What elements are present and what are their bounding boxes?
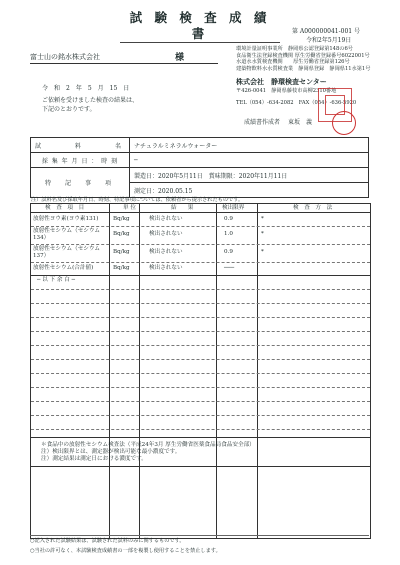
empty-row-line [31, 373, 370, 374]
result-unit: Bq/kg [113, 249, 130, 255]
result-item: 放射性セシウム（セシウム [33, 228, 101, 234]
footer [30, 535, 369, 554]
result-limit: 0.9 [224, 249, 233, 255]
empty-row-line [31, 387, 370, 388]
row-separator [31, 244, 370, 245]
row-separator [31, 226, 370, 227]
header-item: 検 査 項 目 [45, 205, 85, 211]
footer-line: ○当社の許可なく、本試験検査成績書の一部を複製し使用することを禁止します。 [30, 547, 221, 554]
empty-row-line [31, 415, 370, 416]
empty-row-line [31, 401, 370, 402]
intro-line-2: 下記のとおりです。 [42, 106, 96, 113]
issue-date: 令和2年5月19日 [306, 37, 352, 44]
registration-line: 環境計量証明事業所 静岡県公認登録第148の6号 [236, 46, 353, 52]
recipient-honorific: 様 [174, 53, 184, 63]
result-item: 放射性セシウム（セシウム [33, 246, 101, 252]
row-separator [31, 275, 370, 276]
end-of-results: ─ 以 下 余 白 ─ [37, 277, 76, 283]
request-date: 令 和 2 年 5 月 15 日 [42, 85, 130, 92]
empty-row-line [31, 331, 370, 332]
column-divider [216, 204, 217, 538]
company-tel: TEL（054）-634-2082 FAX（054）-636-5920 [236, 99, 357, 106]
row-separator [31, 262, 370, 263]
limit-note: 注）検出限界とは、測定器が検出可能な最小濃度です。 [41, 449, 181, 455]
sample-info-table [30, 137, 369, 198]
header-limit: 検出限界 [222, 205, 245, 211]
empty-row-line [31, 317, 370, 318]
result-limit: ─── [224, 265, 235, 271]
recipient-line [30, 52, 218, 64]
empty-row-line [31, 345, 370, 346]
result-method-mark: * [261, 231, 264, 237]
sample-remark: 注）試料名及び採取年月日、時刻、特記事項については、依頼者から提示されたものです。 [31, 197, 244, 203]
empty-row-line [31, 429, 370, 430]
sample-name-label: 試 料 名 [31, 138, 130, 153]
notes-label: 特 記 事 項 [31, 168, 130, 198]
author-personal-seal [332, 111, 356, 135]
author-label: 成績書作成者 [244, 119, 281, 126]
method-note: ＊食品中の放射性セシウム検査法（平成24年3月 厚生労働省医薬食品局食品安全部） [41, 442, 255, 448]
column-divider [109, 204, 110, 538]
intro-line-1: ご依頼を受けました検査の結果は、 [42, 97, 139, 104]
result-item: 放射性セシウム(合計値) [33, 265, 94, 271]
collection-label: 採 集 年 月 日 ： 時 刻 [31, 153, 130, 168]
measure-note: 注）測定結果は測定日における濃度です。 [41, 456, 147, 462]
result-limit: 1.0 [224, 231, 233, 237]
result-value: 検出されない [149, 216, 183, 222]
empty-row-line [31, 359, 370, 360]
registration-line: 建築物飲料水水質検査業 静岡県登録 静岡県11水第1号 [236, 65, 371, 72]
header-unit: 単 位 [123, 205, 136, 211]
results-header-row [31, 204, 370, 213]
company-name: 株式会社 静環検査センター [236, 77, 327, 86]
result-unit: Bq/kg [113, 231, 130, 237]
result-value: 検出されない [149, 265, 183, 271]
author-name: 東坂 義 [287, 119, 312, 126]
collection-value: ─ [130, 153, 369, 168]
header-result: 結 果 [171, 205, 194, 211]
result-method-mark: * [261, 216, 264, 222]
bottom-separator [31, 466, 370, 467]
footer-line: ○記入された試験結果は、試験された試料のみに関するものです。 [30, 538, 185, 544]
result-item-cont: 134） [33, 235, 50, 241]
registration-list [236, 46, 370, 72]
results-table [30, 203, 371, 539]
result-item: 放射性ヨウ素(ヨウ素131) [33, 216, 99, 222]
measure-date: 測定日：2020.05.15 [130, 183, 369, 198]
result-unit: Bq/kg [113, 216, 130, 222]
result-item-cont: 137） [33, 253, 50, 259]
result-value: 検出されない [149, 231, 183, 237]
notes-value: 製造日：2020年5月11日 賞味期限：2020年11月11日 [130, 168, 369, 183]
header-method: 検 査 方 法 [293, 205, 333, 211]
notes-separator [31, 437, 370, 438]
document-title: 試 験 検 査 成 績 書 [120, 10, 280, 43]
empty-row-line [31, 289, 370, 290]
column-divider [139, 204, 140, 538]
report-number: 第 A000000041-001 号 [292, 28, 360, 35]
result-method-mark: * [261, 249, 264, 255]
recipient-name: 富士山の銘水株式会社 [30, 53, 100, 61]
result-limit: 0.9 [224, 216, 233, 222]
author-block [244, 119, 312, 127]
registration-line: 水道水水質検査機関 厚生労働省登録第126号 [236, 59, 350, 66]
registration-line: 食品衛生法登録検査機関 厚生労働省登録番号6022001号 [236, 52, 370, 59]
column-divider [257, 204, 258, 538]
sample-name-value: ナチュラルミネラルウォーター [130, 138, 369, 153]
empty-row-line [31, 303, 370, 304]
result-value: 検出されない [149, 249, 183, 255]
result-unit: Bq/kg [113, 265, 130, 271]
company-address: 〒426-0041 静岡県藤枝市高柳2310番地 [236, 88, 337, 94]
